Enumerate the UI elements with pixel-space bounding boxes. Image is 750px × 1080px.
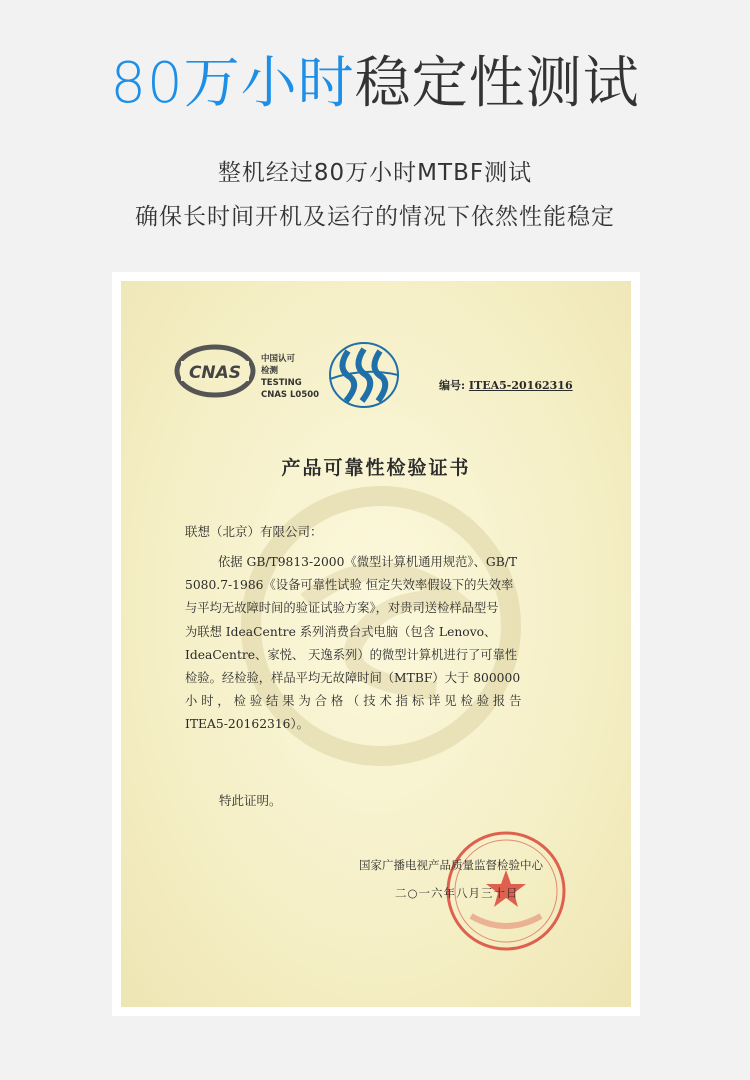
certificate-title: 产品可靠性检验证书 (281, 457, 471, 479)
body-line: IdeaCentre、家悦、 天逸系列）的微型计算机进行了可靠性 (185, 647, 518, 662)
body-line: 小 时 ， 检 验 结 果 为 合 格 （ 技 术 指 标 详 见 检 验 报 告 (185, 694, 522, 709)
cert-no-label: 编号: (439, 379, 466, 392)
body-line: 5080.7-1986《设备可靠性试验 恒定失效率假设下的失效率 (185, 578, 514, 593)
cnas-logo-icon (173, 343, 257, 399)
addressee: 联想（北京）有限公司： (185, 524, 323, 539)
accreditation-line: TESTING (261, 378, 302, 388)
subtitle-line-2: 确保长时间开机及运行的情况下依然性能稳定 (135, 204, 615, 230)
subtitle-line-1: 整机经过80万小时MTBF测试 (217, 160, 533, 186)
closing-statement: 特此证明。 (219, 793, 282, 808)
certificate-document (121, 281, 631, 1007)
accreditation-text (261, 353, 319, 401)
certificate-number (439, 377, 573, 393)
certificate-frame (112, 272, 640, 1016)
page-headline (0, 52, 750, 116)
body-line: 检验。经检验，样品平均无故障时间（MTBF）大于 800000 (185, 671, 521, 686)
accreditation-line: 检测 (261, 366, 279, 376)
accreditation-line: CNAS L0500 (261, 390, 320, 400)
cnas-text: CNAS (188, 363, 242, 383)
headline-accent: 80万小时 (110, 51, 355, 116)
issuing-organization: 国家广播电视产品质量监督检验中心 (359, 858, 543, 872)
certificate-body (185, 551, 567, 737)
body-line: 与平均无故障时间的验证试验方案》，对贵司送检样品型号 (185, 601, 499, 616)
body-line: 依据 GB/T9813-2000《微型计算机通用规范》、GB/T (218, 555, 518, 569)
body-line: ITEA5-20162316）。 (185, 717, 309, 732)
cert-no-value: ITEA5-20162316 (468, 379, 573, 392)
accreditation-line: 中国认可 (261, 354, 296, 364)
issue-date: 二○一六年八月三十日 (395, 886, 519, 900)
testing-center-logo-icon (326, 339, 402, 411)
headline-rest: 稳定性测试 (354, 51, 640, 116)
body-line: 为联想 IdeaCentre 系列消费台式电脑（包含 Lenovo、 (185, 624, 497, 639)
